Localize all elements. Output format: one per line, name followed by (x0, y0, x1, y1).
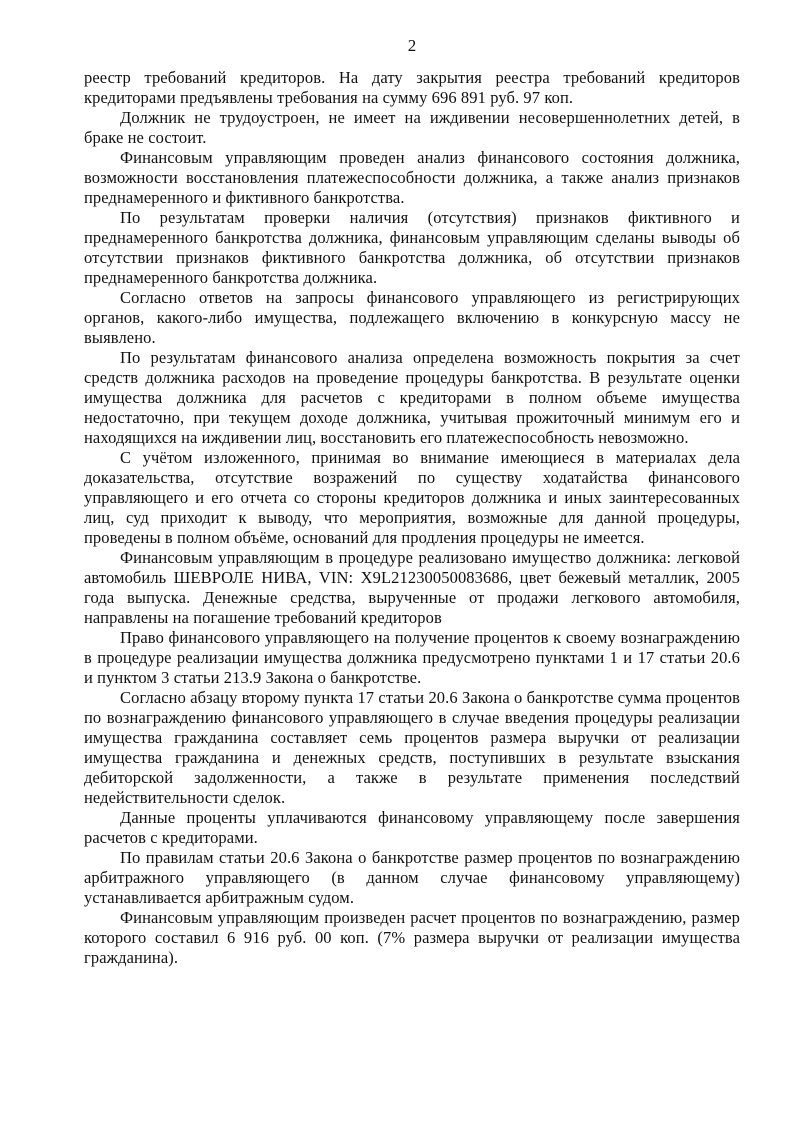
paragraph: Должник не трудоустроен, не имеет на иждивении несовершеннолетних детей, в браке не состоит. (84, 108, 740, 147)
paragraph: Право финансового управляющего на получение процентов к своему вознаграждению в процедуре реализации имущества должника предусмотрено пунктами 1 и 17 статьи 20.6 и пунктом 3 статьи 213.9 Закона о банкротстве. (84, 628, 740, 687)
paragraph: По правилам статьи 20.6 Закона о банкротстве размер процентов по вознаграждению арбитражного управляющего (в данном случае финансовому управляющему) устанавливается арбитражным судом. (84, 848, 740, 907)
paragraph: Данные проценты уплачиваются финансовому управляющему после завершения расчетов с кредиторами. (84, 808, 740, 847)
paragraph: По результатам финансового анализа определена возможность покрытия за счет средств должника расходов на проведение процедуры банкротства. В результате оценки имущества должника для расчетов с кредиторами в полном объеме имущества недостаточно, при текущем доходе должника, учитывая прожиточный минимум его и находящихся на иждивении лиц, восстановить его платежеспособность невозможно. (84, 348, 740, 447)
paragraph: Согласно ответов на запросы финансового управляющего из регистрирующих органов, какого-либо имущества, подлежащего включению в конкурсную массу не выявлено. (84, 288, 740, 347)
paragraph: Финансовым управляющим в процедуре реализовано имущество должника: легковой автомобиль ШЕВРОЛЕ НИВА, VIN: X9L21230050083686, цвет бежевый металлик, 2005 года выпуска. Денежные средства, вырученные от продажи легкового автомобиля, направлены на погашение требований кредиторов (84, 548, 740, 627)
paragraph: По результатам проверки наличия (отсутствия) признаков фиктивного и преднамеренного банкротства должника, финансовым управляющим сделаны выводы об отсутствии признаков фиктивного банкротства должника, об отсутствии признаков преднамеренного банкротства должника. (84, 208, 740, 287)
paragraph: С учётом изложенного, принимая во внимание имеющиеся в материалах дела доказательства, отсутствие возражений по существу ходатайства финансового управляющего и его отчета со стороны кредиторов должника и иных заинтересованных лиц, суд приходит к выводу, что мероприятия, возможные для данной процедуры, проведены в полном объёме, оснований для продления процедуры не имеется. (84, 448, 740, 547)
page-number: 2 (407, 36, 417, 55)
paragraph: Согласно абзацу второму пункта 17 статьи 20.6 Закона о банкротстве сумма процентов по вознаграждению финансового управляющего в случае введения процедуры реализации имущества гражданина составляет семь процентов размера выручки от реализации имущества гражданина и денежных средств, поступивших в результате взыскания дебиторской задолженности, а также в результате применения последствий недействительности сделок. (84, 688, 740, 807)
paragraph-continuation: реестр требований кредиторов. На дату закрытия реестра требований кредиторов кредиторами предъявлены требования на сумму 696 891 руб. 97 коп. (84, 68, 740, 107)
paragraph: Финансовым управляющим произведен расчет процентов по вознаграждению, размер которого составил 6 916 руб. 00 коп. (7% размера выручки от реализации имущества гражданина). (84, 908, 740, 967)
document-body (84, 68, 740, 968)
paragraph: Финансовым управляющим проведен анализ финансового состояния должника, возможности восстановления платежеспособности должника, а также анализ признаков преднамеренного и фиктивного банкротства. (84, 148, 740, 207)
